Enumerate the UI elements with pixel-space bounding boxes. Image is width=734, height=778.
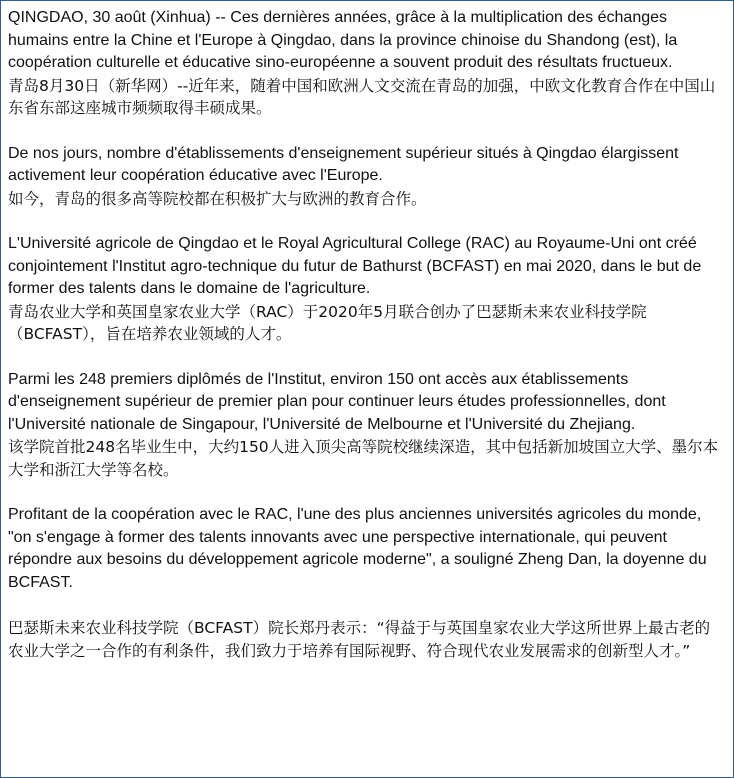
paragraph-3-chinese: 青岛农业大学和英国皇家农业大学（RAC）于2020年5月联合创办了巴瑟斯未来农业科技学院（BCFAST），旨在培养农业领域的人才。 [8, 302, 647, 344]
paragraph-5 [8, 504, 725, 594]
paragraph-4-french: Parmi les 248 premiers diplômés de l'Institut, environ 150 ont accès aux établissements d'enseignement supérieur de premier plan pour continuer leurs études professionnelles, dont l'Université nationale de Singapour, l'Université de Melbourne et l'Université du Zhejiang. [8, 370, 666, 433]
paragraph-1-chinese: 青岛8月30日（新华网）--近年来，随着中国和欧洲人文交流在青岛的加强，中欧文化教育合作在中国山东省东部这座城市频频取得丰硕成果。 [8, 76, 716, 118]
paragraph-6-chinese: 巴瑟斯未来农业科技学院（BCFAST）院长郑丹表示：“得益于与英国皇家农业大学这所世界上最古老的农业大学之一合作的有利条件，我们致力于培养有国际视野、符合现代农业发展需求的创新型人才。” [8, 619, 711, 660]
paragraph-4 [8, 369, 725, 482]
article-body [1, 1, 733, 662]
paragraph-5-french: Profitant de la coopération avec le RAC, l'une des plus anciennes universités agricoles du monde, "on s'engage à former des talents innovants avec une perspective internationale, qui peuvent répondre aux besoins du développement agricole moderne", a souligné Zheng Dan, la doyenne du BCFAST. [8, 506, 707, 591]
paragraph-2 [8, 143, 725, 211]
paragraph-1-french: QINGDAO, 30 août (Xinhua) -- Ces dernières années, grâce à la multiplication des échanges humains entre la Chine et l'Europe à Qingdao, dans la province chinoise du Shandong (est), la coopération culturelle et éducative sino-européenne a souvent produit des résultats fructueux. [8, 9, 678, 72]
paragraph-4-chinese: 该学院首批248名毕业生中，大约150人进入顶尖高等院校继续深造，其中包括新加坡国立大学、墨尔本大学和浙江大学等名校。 [8, 438, 719, 479]
paragraph-3 [8, 233, 725, 346]
paragraph-2-chinese: 如今，青岛的很多高等院校都在积极扩大与欧洲的教育合作。 [8, 189, 427, 208]
paragraph-2-french: De nos jours, nombre d'établissements d'enseignement supérieur situés à Qingdao élargissent activement leur coopération éducative avec l'Europe. [8, 144, 679, 185]
paragraph-6 [8, 617, 725, 662]
paragraph-1 [8, 7, 725, 120]
paragraph-3-french: L'Université agricole de Qingdao et le Royal Agricultural College (RAC) au Royaume-Uni ont créé conjointement l'Institut agro-technique du futur de Bathurst (BCFAST) en mai 2020, dans le but de former des talents dans le domaine de l'agriculture. [8, 234, 702, 298]
